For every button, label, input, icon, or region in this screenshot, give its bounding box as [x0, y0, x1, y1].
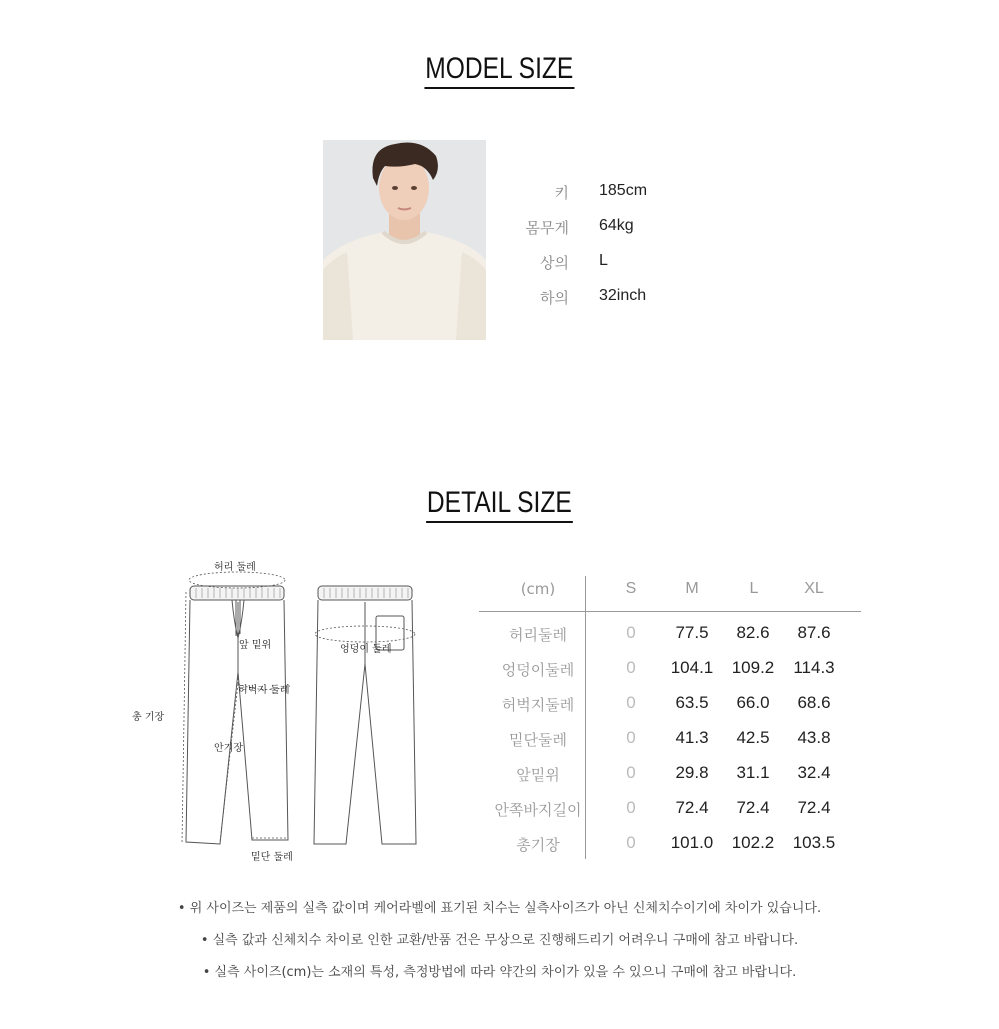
row-label: 밑단둘레 — [509, 731, 567, 749]
spec-value: 185cm — [599, 182, 648, 199]
cell-m: 101.0 — [670, 833, 714, 852]
spec-label: 상의 — [540, 254, 569, 272]
cell-xl: 68.6 — [797, 693, 831, 712]
note-item: • 실측 값과 신체치수 차이로 인한 교환/반품 건은 무상으로 진행해드리기 어려우니 구매에 참고 바랍니다. — [200, 933, 799, 948]
row-label: 앞밑위 — [516, 766, 560, 784]
cell-m: 72.4 — [675, 798, 709, 817]
cell-l: 31.1 — [736, 763, 770, 782]
cell-xl: 72.4 — [797, 798, 831, 817]
cell-s: 0 — [626, 763, 636, 782]
cell-l: 82.6 — [736, 623, 770, 642]
row-label: 안쪽바지길이 — [494, 801, 582, 819]
table-unit: (cm) — [520, 580, 556, 598]
note-item: • 실측 사이즈(cm)는 소재의 특성, 측정방법에 따라 약간의 차이가 있을 수 있으니 구매에 참고 바랍니다. — [202, 965, 797, 980]
cell-l: 72.4 — [736, 798, 770, 817]
cell-s: 0 — [626, 728, 636, 747]
cell-l: 109.2 — [731, 658, 775, 677]
cell-xl: 87.6 — [797, 623, 831, 642]
cell-l: 102.2 — [731, 833, 775, 852]
cell-m: 104.1 — [670, 658, 714, 677]
size-header-l: L — [749, 580, 759, 597]
detail-size-title: DETAIL SIZE — [0, 486, 999, 523]
size-header-m: M — [685, 580, 699, 597]
label-front-rise: 앞 밑위 — [239, 640, 272, 651]
label-total-length: 총 기장 — [132, 712, 165, 723]
model-size-title: MODEL SIZE — [0, 52, 999, 89]
row-label: 허벅지둘레 — [501, 696, 575, 714]
row-label: 총기장 — [516, 836, 560, 854]
table-header-divider — [479, 611, 861, 612]
cell-s: 0 — [626, 658, 636, 677]
model-photo — [323, 140, 486, 340]
label-hip: 엉덩이 둘레 — [340, 644, 392, 655]
size-header-xl: XL — [804, 580, 824, 597]
label-waist: 허리 둘레 — [214, 562, 256, 573]
spec-label: 몸무게 — [525, 219, 569, 237]
cell-l: 42.5 — [736, 728, 770, 747]
cell-m: 77.5 — [675, 623, 709, 642]
cell-s: 0 — [626, 798, 636, 817]
note-item: • 위 사이즈는 제품의 실측 값이며 케어라벨에 표기된 치수는 실측사이즈가 아닌 신체치수이기에 차이가 있습니다. — [177, 901, 822, 916]
spec-label: 키 — [554, 184, 569, 202]
cell-xl: 103.5 — [792, 833, 836, 852]
cell-xl: 32.4 — [797, 763, 831, 782]
cell-s: 0 — [626, 623, 636, 642]
row-label: 엉덩이둘레 — [501, 661, 575, 679]
cell-xl: 43.8 — [797, 728, 831, 747]
spec-label: 하의 — [540, 289, 569, 307]
spec-value: L — [599, 252, 608, 269]
cell-s: 0 — [626, 833, 636, 852]
pants-diagram — [120, 552, 430, 872]
label-inseam: 안기장 — [214, 743, 243, 754]
cell-xl: 114.3 — [793, 658, 835, 677]
spec-value: 32inch — [599, 287, 647, 304]
label-thigh: 허벅지 둘레 — [238, 685, 290, 696]
size-header-s: S — [625, 580, 637, 597]
row-label: 허리둘레 — [509, 626, 567, 644]
cell-s: 0 — [626, 693, 636, 712]
label-hem: 밑단 둘레 — [251, 852, 293, 863]
cell-m: 29.8 — [675, 763, 709, 782]
cell-m: 63.5 — [675, 693, 709, 712]
cell-l: 66.0 — [736, 693, 770, 712]
pants-drawing — [120, 552, 430, 872]
spec-value: 64kg — [599, 217, 634, 234]
cell-m: 41.3 — [675, 728, 709, 747]
